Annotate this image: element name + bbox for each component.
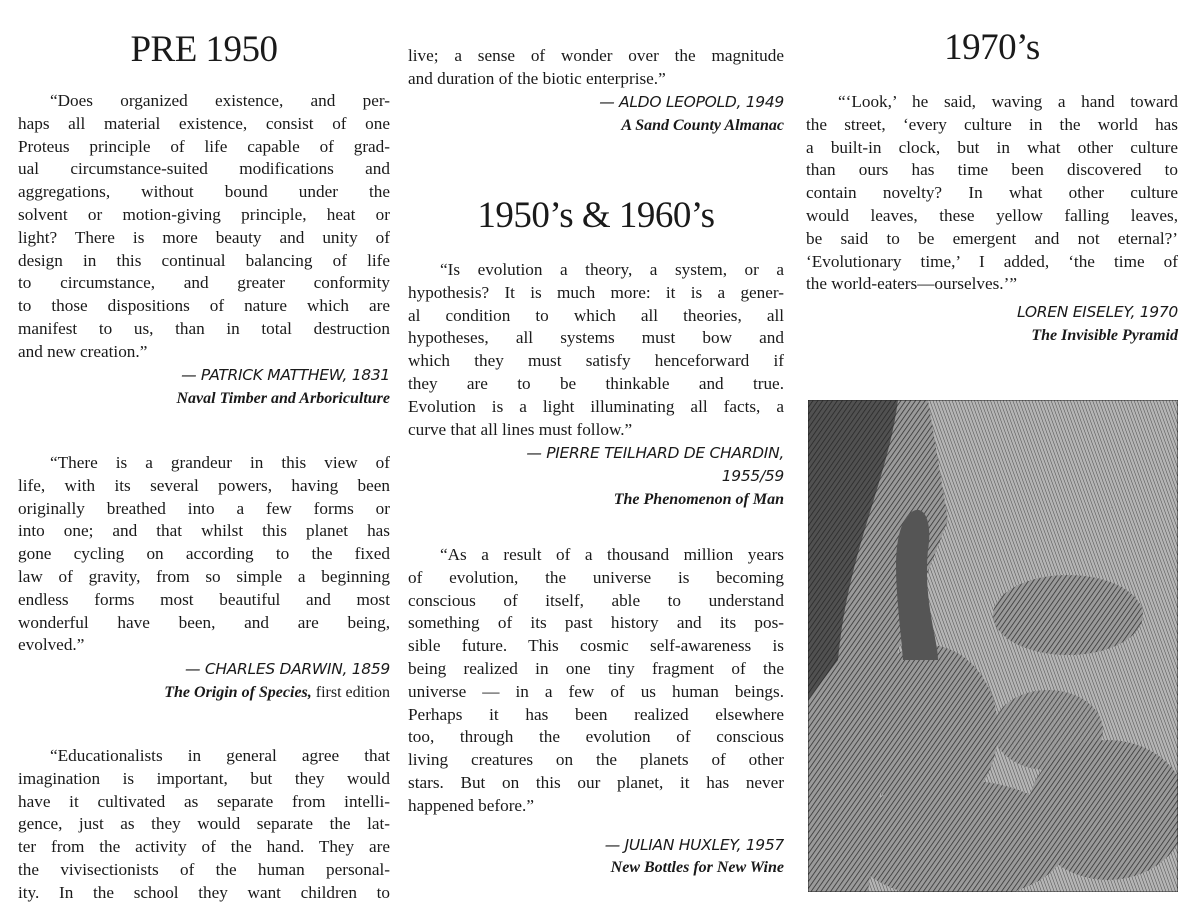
text-line: endless forms most beautiful and most [18,589,390,609]
text-line: law of gravity, from so simple a beginning [18,566,390,586]
text-line: “There is a grandeur in this view of [50,453,390,472]
text-line: “As a result of a thousand million years [440,545,784,564]
text-line: of evolution, the universe is becoming [408,567,784,587]
text-line: being realized in one tiny fragment of the [408,658,784,678]
text-line: contain novelty? In what other culture [806,183,1178,203]
text-line: living creatures on the planets of other [408,750,784,770]
text-line: “Is evolution a theory, a system, or a [440,260,784,279]
text-line: gence, just as they would separate the lat- [18,814,390,834]
text-line: into one; and that whilst this planet has [18,521,390,541]
source [18,682,390,704]
section-heading: PRE 1950 [130,29,278,70]
text-line: wonderful have been, and are being, [18,612,390,632]
text-line: haps all material existence, consist of one [18,113,390,133]
text-line: to circumstance, and greater conformity [18,273,390,293]
text-line: a built-in clock, but in what other culture [806,137,1178,157]
attribution: LOREN EISELEY, 1970 [1017,303,1178,321]
text-line: happened before.” [408,795,534,815]
text-line: and duration of the biotic enterprise.” [408,68,666,88]
source: The Phenomenon of Man [613,491,784,508]
text-line: aggregations, without bound under the [18,182,390,202]
text-line: hypotheses, all systems must bow and [408,328,784,348]
text-line: to those dispositions of nature which are [18,296,390,316]
text-line: “Does organized existence, and per- [50,91,390,110]
quote-eiseley [806,91,1178,296]
attribution: — CHARLES DARWIN, 1859 [185,660,390,678]
text-line: which they must satisfy henceforward if [408,351,784,371]
text-line: gone cycling on according to the fixed [18,544,390,564]
source: The Invisible Pyramid [1031,327,1178,344]
text-line: curve that all lines must follow.” [408,419,633,439]
quote-teilhard [408,259,784,441]
text-line: life, with its several powers, having been [18,475,390,495]
text-line: Perhaps it has been realized elsewhere [408,704,784,724]
text-line: al condition to which all theories, all [408,305,784,325]
source: New Bottles for New Wine [610,859,784,876]
attribution: — PATRICK MATTHEW, 1831 [181,366,390,384]
text-line: have it cultivated as separate from intelli- [18,791,390,811]
quote-educationalists [18,745,390,905]
text-line: ual circumstance-suited modifications and [18,159,390,179]
text-line: design in this continual balancing of life [18,250,390,270]
attribution: — ALDO LEOPOLD, 1949 [599,93,784,111]
quote-darwin [18,452,390,657]
text-line: evolved.” [18,635,85,655]
source-note: first edition [311,684,390,701]
text-line: the street, ‘every culture in the world has [806,114,1178,134]
tortoises-engraving-icon [808,400,1178,892]
text-line: be said to be emergent and not eternal?’ [806,228,1178,248]
text-line: ‘Evolutionary time,’ I added, ‘the time of [806,251,1178,271]
text-line: too, through the evolution of conscious [408,727,784,747]
attribution-date: 1955/59 [721,467,784,485]
text-line: “Educationalists in general agree that [50,746,390,765]
text-line: originally breathed into a few forms or [18,498,390,518]
text-line: stars. But on this our planet, it has never [408,772,784,792]
text-line: they are to be thinkable and true. [408,373,784,393]
text-line: imagination is important, but they would [18,768,390,788]
text-line: hypothesis? It is much more: it is a gener- [408,282,784,302]
section-heading: 1950’s & 1960’s [477,195,715,236]
quote-matthew [18,90,390,364]
text-line: Proteus principle of life capable of grad- [18,136,390,156]
quote-huxley [408,544,784,818]
text-line: ter from the activity of the hand. They are [18,837,390,857]
source-title: The Origin of Species, [164,684,312,701]
text-line: the world-eaters—ourselves.’” [806,274,1017,294]
text-line: Evolution is a light illuminating all facts, a [408,396,784,416]
text-line: and new creation.” [18,341,148,361]
text-line: would leaves, these yellow falling leaves, [806,205,1178,225]
text-line: solvent or motion-giving principle, heat or [18,204,390,224]
section-heading: 1970’s [944,27,1040,68]
text-line: “‘Look,’ he said, waving a hand toward [838,92,1178,111]
text-line: sible future. This cosmic self-awareness is [408,636,784,656]
text-line: something of its past history and its pos- [408,613,784,633]
quote-leopold-end [408,45,784,91]
text-line: universe — in a few of us human beings. [408,681,784,701]
source: Naval Timber and Arboriculture [176,390,390,407]
attribution: — PIERRE TEILHARD DE CHARDIN, [526,444,784,462]
text-line: light? There is more beauty and unity of [18,227,390,247]
text-line: live; a sense of wonder over the magnitude [408,46,784,65]
source: A Sand County Almanac [621,117,784,134]
text-line: conscious of itself, able to understand [408,590,784,610]
attribution: — JULIAN HUXLEY, 1957 [604,836,784,854]
text-line: manifest to us, than in total destruction [18,318,390,338]
text-line: ity. In the school they want children to [18,882,390,902]
text-line: the vivisectionists of the human personal- [18,859,390,879]
text-line: than ours has time been discovered to [806,160,1178,180]
